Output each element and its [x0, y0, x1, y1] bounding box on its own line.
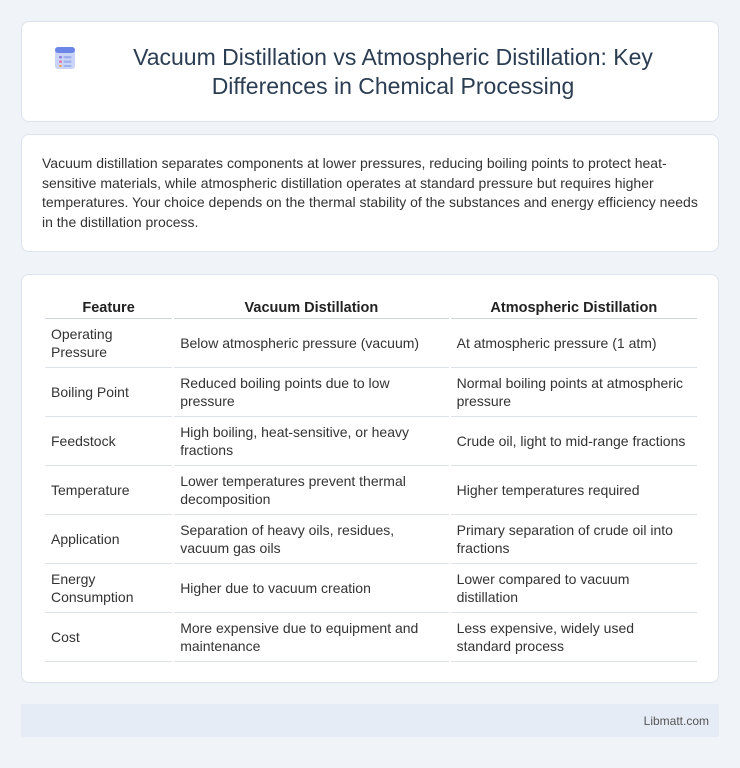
table-row — [45, 564, 697, 613]
table-cell-vacuum: Reduced boiling points due to low pressure — [174, 368, 448, 417]
column-header-feature: Feature — [45, 295, 172, 319]
footer — [21, 704, 719, 737]
document-list-icon — [52, 45, 78, 71]
page-title: Vacuum Distillation vs Atmospheric Distillation: Key Differences in Chemical Processing — [133, 43, 653, 99]
table-cell-feature: Temperature — [45, 466, 172, 515]
table-cell-atmospheric: Lower compared to vacuum distillation — [451, 564, 697, 613]
footer-brand[interactable]: Libmatt.com — [643, 713, 709, 728]
table-cell-feature: Operating Pressure — [45, 319, 172, 368]
table-row — [45, 368, 697, 417]
column-header-atmospheric: Atmospheric Distillation — [451, 295, 697, 319]
table-cell-atmospheric: Crude oil, light to mid-range fractions — [451, 417, 697, 466]
table-row — [45, 515, 697, 564]
table-row — [45, 466, 697, 515]
table-card — [21, 274, 719, 683]
intro-card — [21, 134, 719, 252]
column-header-vacuum: Vacuum Distillation — [174, 295, 448, 319]
table-cell-atmospheric: Primary separation of crude oil into fractions — [451, 515, 697, 564]
table-cell-vacuum: High boiling, heat-sensitive, or heavy fractions — [174, 417, 448, 466]
table-cell-vacuum: More expensive due to equipment and maintenance — [174, 613, 448, 662]
comparison-table — [43, 295, 699, 662]
table-cell-feature: Boiling Point — [45, 368, 172, 417]
table-cell-feature: Application — [45, 515, 172, 564]
table-cell-atmospheric: Normal boiling points at atmospheric pressure — [451, 368, 697, 417]
table-cell-vacuum: Below atmospheric pressure (vacuum) — [174, 319, 448, 368]
table-row — [45, 319, 697, 368]
table-cell-vacuum: Separation of heavy oils, residues, vacuum gas oils — [174, 515, 448, 564]
table-row — [45, 613, 697, 662]
table-cell-atmospheric: Less expensive, widely used standard process — [451, 613, 697, 662]
table-header-row — [45, 295, 697, 319]
table-cell-vacuum: Lower temperatures prevent thermal decomposition — [174, 466, 448, 515]
table-cell-feature: Cost — [45, 613, 172, 662]
table-row — [45, 417, 697, 466]
table-cell-vacuum: Higher due to vacuum creation — [174, 564, 448, 613]
intro-paragraph: Vacuum distillation separates components at lower pressures, reducing boiling points to protect heat-sensitive materials, while atmospheric distillation operates at standard pressure but requires higher temperatures. Your choice depends on the thermal stability of the substances and energy efficiency needs in the distillation process. — [42, 155, 698, 230]
header-card — [21, 21, 719, 122]
table-cell-atmospheric: Higher temperatures required — [451, 466, 697, 515]
table-cell-feature: Energy Consumption — [45, 564, 172, 613]
table-cell-feature: Feedstock — [45, 417, 172, 466]
table-cell-atmospheric: At atmospheric pressure (1 atm) — [451, 319, 697, 368]
